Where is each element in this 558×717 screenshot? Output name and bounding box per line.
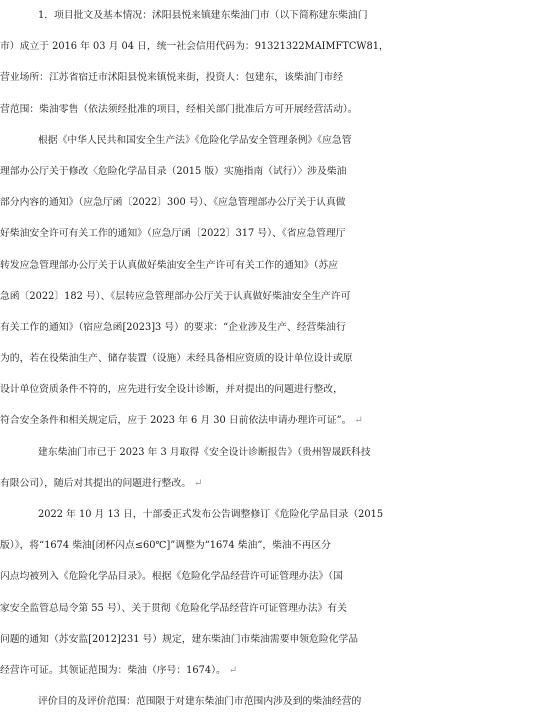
text-line-content: 有限公司），随后对其提出的问题进行整改。 — [0, 477, 192, 489]
text-line: 版）》，将“1674 柴油[闭杯闪点≤60℃]”调整为“1674 柴油”，柴油不再区分 — [0, 540, 331, 552]
text-line: 营范围：柴油零售（依法须经批准的项目，经相关部门批准后方可开展经营活动）。 — [0, 103, 358, 115]
text-line: 好柴油安全许可有关工作的通知》（应急厅函〔2022〕317 号）、《省应急管理厅 — [0, 228, 346, 240]
paragraph-mark-icon: ↵ — [228, 664, 238, 676]
text-line: 问题的通知（苏安监[2012]231 号）规定，建东柴油门市柴油需要申领危险化学品 — [0, 633, 359, 645]
text-line: 为的，若在役柴油生产、储存装置（设施）未经具备相应资质的设计单位设计或原 — [0, 353, 353, 365]
paragraph-mark-icon: ↵ — [194, 477, 203, 489]
text-line: 1．项目批文及基本情况：沭阳县悦来镇建东柴油门市（以下简称建东柴油门 — [38, 10, 368, 21]
text-line: 评价目的及评价范围：范围限于对建东柴油门市范围内涉及到的柴油经营的 — [38, 696, 362, 708]
text-line: 有关工作的通知》（宿应急函[2023]3 号）的要求：“企业涉及生产、经营柴油行 — [0, 321, 346, 333]
text-line-content: 经营许可证。其领证范围为：柴油（序号：1674）。 — [0, 664, 226, 676]
text-line: 设计单位资质条件不符的，应先进行安全设计诊断，并对提出的问题进行整改， — [0, 384, 343, 396]
paragraph-design-diagnosis — [0, 437, 558, 499]
paragraph-project-background — [0, 0, 558, 125]
text-line: 部分内容的通知》（应急厅函〔2022〕300 号）、《应急管理部办公厅关于认真做 — [0, 197, 346, 209]
text-line: 理部办公厅关于修改〈危险化学品目录（2015 版）实施指南（试行）〉涉及柴油 — [0, 165, 347, 177]
text-line: 2022 年 10 月 13 日，十部委正式发布公告调整修订《危险化学品目录（2015 — [38, 509, 384, 520]
text-line — [0, 655, 558, 686]
paragraph-catalogue-revision — [0, 499, 558, 686]
text-line: 闪点均被列入《危险化学品目录》。根据《危险化学品经营许可证管理办法》（国 — [0, 571, 343, 583]
text-line: 根据《中华人民共和国安全生产法》《危险化学品安全管理条例》《应急管 — [38, 134, 352, 146]
text-line — [0, 468, 558, 499]
text-line: 急函〔2022〕182 号）、《层转应急管理部办公厅关于认真做好柴油安全生产许可 — [0, 290, 351, 302]
text-line-content: 符合安全条件和相关规定后，应于 2023 年 6 月 30 日前依法申请办理许可证”。 — [0, 415, 352, 427]
text-line: 转发应急管理部办公厅关于认真做好柴油安全生产许可有关工作的通知》（苏应 — [0, 259, 338, 271]
text-line: 建东柴油门市已于 2023 年 3 月取得《安全设计诊断报告》（贵州智晟跃科技 — [38, 446, 371, 458]
text-line: 营业场所：江苏省宿迁市沭阳县悦来镇悦来街，投资人：包建东，该柴油门市经 — [0, 72, 343, 84]
text-line: 家安全监管总局令第 55 号）、关于贯彻《危险化学品经营许可证管理办法》有关 — [0, 602, 347, 614]
text-line: 市）成立于 2016 年 03 月 04 日，统一社会信用代码为：91321322MAIMFTCW81， — [0, 41, 389, 53]
paragraph-evaluation-scope — [0, 686, 558, 717]
paragraph-legal-basis — [0, 125, 558, 437]
paragraph-mark-icon: ↵ — [354, 415, 363, 427]
text-line — [0, 405, 558, 436]
